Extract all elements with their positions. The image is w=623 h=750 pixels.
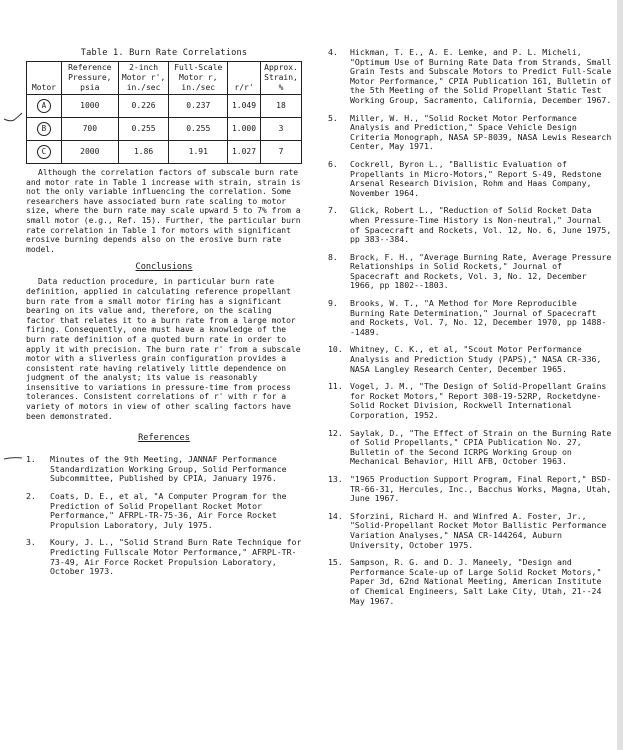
margin-pen-stroke: [2, 453, 24, 463]
reference-text: Vogel, J. M., "The Design of Solid-Propellant Grains for Rocket Motors," Report 308-19-52RP, Rocketdyne-Solid Rocket Division, Rockwell International Corporation, 1952.: [350, 381, 607, 420]
paragraph-correlation: Although the correlation factors of subscale burn rate and motor rate in Table 1 increase with strain, strain is not the only variable influencing the correlation. Some researchers have associated burn rate scaling to motor size, where the burn rate may scale upward 5 to 7% from a small motor (e.g., Ref. 15). Further, the particular burn rate correlation in Table 1 for motors with significant erosive burning depends also on the erosive burn rate model.: [26, 168, 301, 254]
reference-text: Miller, W. H., "Solid Rocket Motor Performance Analysis and Prediction," Space Vehicle Design Criteria Monograph, NASA SP-8039, NASA Lewis Research Center, May 1971.: [350, 112, 612, 152]
cell-pressure: 2000: [61, 141, 118, 164]
cell-pressure: 1000: [61, 95, 118, 118]
reference-text: Brock, F. H., "Average Burning Rate, Average Pressure Relationships in Solid Rockets," Journal of Spacecraft and Rockets, Vol. 3, No. 12, December 1966, pp 1802--1803.: [350, 251, 612, 291]
reference-number: 6.: [328, 158, 338, 169]
margin-check-mark: [2, 110, 24, 126]
reference-item: [328, 558, 616, 606]
reference-number: 1.: [26, 454, 36, 465]
reference-number: 7.: [328, 205, 338, 216]
cell-rf: 0.255: [169, 118, 228, 141]
reference-item: [328, 206, 616, 244]
table-title: Table 1. Burn Rate Correlations: [80, 48, 248, 58]
reference-item: [328, 512, 616, 550]
burn-rate-table: [26, 61, 302, 164]
header-strain: Approx. Strain, %: [261, 62, 302, 95]
reference-item: [328, 160, 616, 198]
reference-text: Saylak, D., "The Effect of Strain on the Burning Rate of Solid Propellants," CPIA Publication No. 27, Bulletin of the Second ICRPG Working Group on Mechanical Behavior, Hill AFB, October 1963.: [350, 427, 612, 467]
reference-number: 2.: [26, 491, 36, 502]
table-row: [27, 95, 302, 118]
reference-text: Hickman, T. E., A. E. Lemke, and P. L. Micheli, "Optimum Use of Burning Rate Data from Strands, Small Grain Tests and Subscale Motors to Predict Full-Scale Motor Performance," CPIA Publication 161, Bulletin of the 5th Meeting of the Solid Propellant Static Test Working Group, Sacramento, California, December 1967.: [350, 47, 612, 105]
cell-strain: 3: [261, 118, 302, 141]
cell-strain: 7: [261, 141, 302, 164]
reference-item: [328, 299, 616, 337]
header-two-inch: 2-inch Motor r', in./sec: [118, 62, 169, 95]
cell-pressure: 700: [61, 118, 118, 141]
left-column: [26, 48, 302, 585]
reference-number: 13.: [328, 473, 343, 484]
paragraph-conclusions: Data reduction procedure, in particular burn rate definition, applied in calculating reference propellant burn rate from a small motor firing has a significant bearing on its value and, therefore, on the scaling factor that relates it to a burn rate from a large motor firing. Consequently, one must have a knowledge of the burn rate definition of a quoted burn rate in order to apply it with precision. The burn rate r' from a subscale motor with a sliverless grain configuration provides a consistent rate having relatively little dependence on judgment of the analyst; its value is reasonably insensitive to variations in pressure-time from process tolerances. Consistent correlations of r' with r for a variety of motors in view of other scaling factors have been demonstrated.: [26, 277, 301, 421]
reference-item: [26, 492, 302, 530]
reference-text: Cockrell, Byron L., "Ballistic Evaluation of Propellants in Micro-Motors," Report S-49, Redstone Arsenal Research Division, Rohm and Haas Company, November 1964.: [350, 158, 602, 198]
table-row: [27, 141, 302, 164]
reference-number: 15.: [328, 557, 343, 568]
reference-number: 10.: [328, 344, 343, 355]
reference-text: Coats, D. E., et al, "A Computer Program for the Prediction of Solid Propellant Rocket Motor Performance," AFRPL-TR-75-36, Air Force Rocket Propulsion Laboratory, July 1975.: [50, 491, 287, 530]
reference-number: 5.: [328, 112, 338, 123]
page-edge-shadow: [617, 0, 623, 750]
reference-item: [328, 253, 616, 291]
motor-label: A: [37, 99, 51, 113]
reference-text: Sampson, R. G. and D. J. Maneely, "Design and Performance Scale-up of Large Solid Rocket Motors," Paper 3d, 62nd National Meeting, American Institute of Chemical Engineers, Salt Lake City, Utah, 21--24 May 1967.: [350, 557, 602, 606]
reference-text: Minutes of the 9th Meeting, JANNAF Performance Standardization Working Group, Solid Performance Subcommittee, Published by CPIA, January 1976.: [50, 454, 287, 484]
cell-rf: 0.237: [169, 95, 228, 118]
reference-number: 3.: [26, 537, 36, 548]
table-header-row: [27, 62, 302, 95]
reference-number: 4.: [328, 47, 338, 57]
reference-number: 8.: [328, 251, 338, 262]
reference-number: 11.: [328, 381, 343, 392]
cell-ratio: 1.049: [228, 95, 261, 118]
reference-number: 14.: [328, 510, 343, 521]
cell-r2: 0.255: [118, 118, 169, 141]
reference-item: [328, 48, 616, 106]
header-full-scale: Full-Scale Motor r, in./sec: [169, 62, 228, 95]
header-ref-pressure: Reference Pressure, psia: [61, 62, 118, 95]
cell-ratio: 1.027: [228, 141, 261, 164]
reference-number: 12.: [328, 427, 343, 438]
references-heading: References: [138, 433, 190, 444]
cell-r2: 0.226: [118, 95, 169, 118]
reference-item: [328, 429, 616, 467]
header-motor: Motor: [27, 62, 62, 95]
motor-label: B: [37, 122, 51, 136]
motor-label: C: [37, 145, 51, 159]
reference-item: [328, 475, 616, 504]
reference-text: Whitney, C. K., et al, "Scout Motor Performance Analysis and Prediction Study (PAPS)," NASA CR-336, NASA Langley Research Center, December 1965.: [350, 344, 602, 374]
conclusions-heading: Conclusions: [135, 262, 193, 273]
table-row: [27, 118, 302, 141]
cell-rf: 1.91: [169, 141, 228, 164]
right-column: [328, 48, 616, 614]
reference-text: Glick, Robert L., "Reduction of Solid Rocket Data when Pressure-Time History is Non-neutral," Journal of Spacecraft and Rockets, Vol. 12, No. 6, June 1975, pp 383--384.: [350, 205, 612, 245]
cell-r2: 1.86: [118, 141, 169, 164]
reference-item: [328, 382, 616, 420]
reference-text: Koury, J. L., "Solid Strand Burn Rate Technique for Predicting Fullscale Motor Performance," AFRPL-TR-73-49, Air Force Rocket Propulsion Laboratory, October 1973.: [50, 537, 302, 577]
reference-number: 9.: [328, 298, 338, 309]
reference-text: Sforzini, Richard H. and Winfred A. Foster, Jr., "Solid-Propellant Rocket Motor Ballistic Performance Variation Analyses," NASA CR-144264, Auburn University, October 1975.: [350, 510, 607, 550]
cell-ratio: 1.000: [228, 118, 261, 141]
reference-item: [328, 345, 616, 374]
reference-text: Brooks, W. T., "A Method for More Reproducible Burning Rate Determination," Journal of Spacecraft and Rockets, Vol. 7, No. 12, December 1970, pp 1488--1489.: [350, 298, 607, 337]
reference-item: [26, 538, 302, 576]
reference-item: [328, 114, 616, 152]
header-ratio: r/r': [228, 62, 261, 95]
reference-item: [26, 455, 302, 484]
cell-strain: 18: [261, 95, 302, 118]
reference-text: "1965 Production Support Program, Final Report," BSD-TR-66-31, Hercules, Inc., Bacchus Works, Magna, Utah, June 1967.: [350, 473, 612, 504]
